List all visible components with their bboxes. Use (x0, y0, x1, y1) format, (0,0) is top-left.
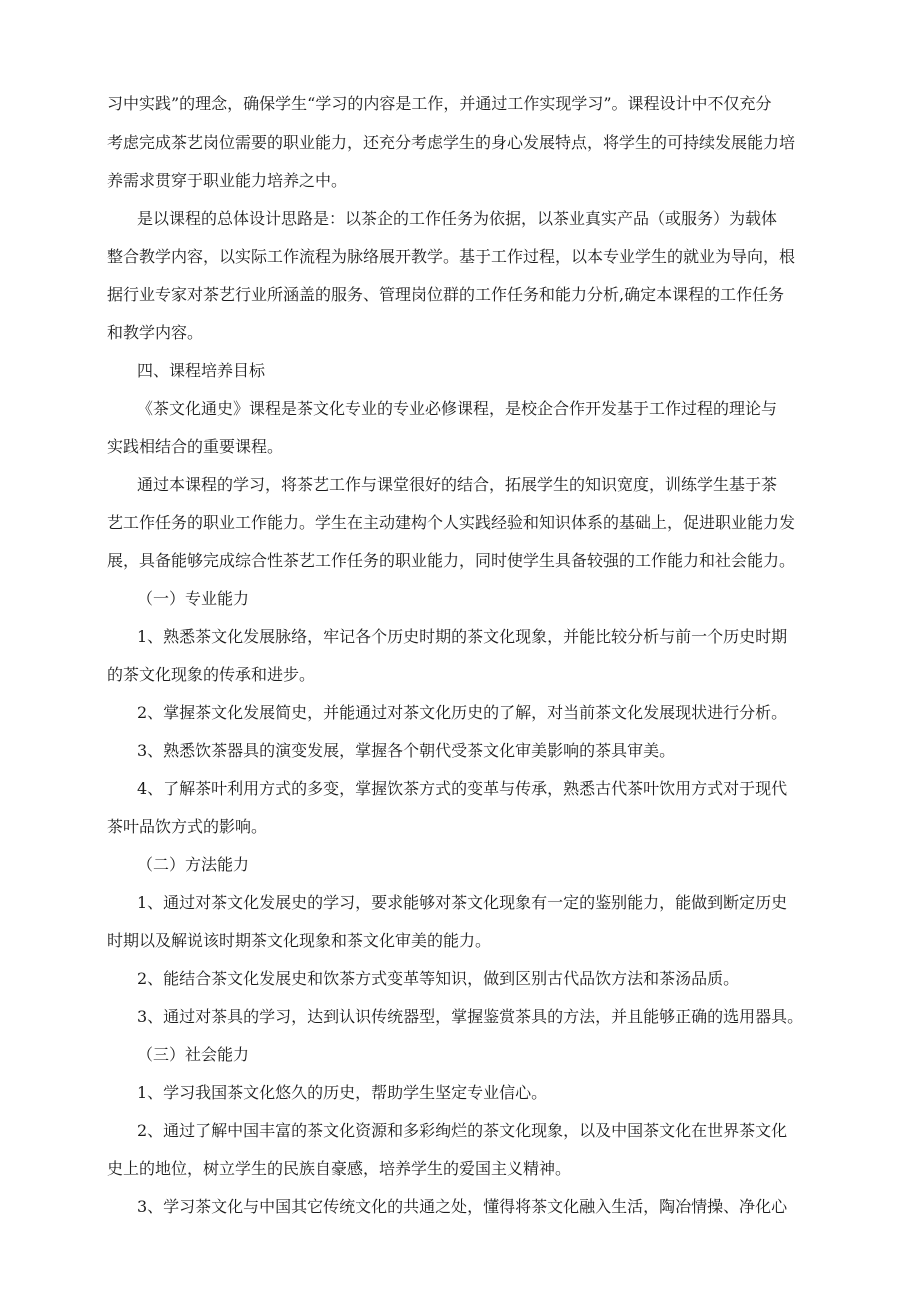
subheading-social: （三）社会能力 (137, 1045, 250, 1064)
text-line: 2、通过了解中国丰富的茶文化资源和多彩绚烂的茶文化现象，以及中国茶文化在世界茶文化 (137, 1121, 788, 1140)
text-line: 和教学内容。 (107, 323, 204, 342)
text-line: 1、熟悉茶文化发展脉络，牢记各个历史时期的茶文化现象，并能比较分析与前一个历史时期 (137, 627, 788, 646)
subheading-method: （二）方法能力 (137, 855, 250, 874)
text-line: 1、学习我国茶文化悠久的历史，帮助学生坚定专业信心。 (137, 1083, 548, 1102)
text-line: 习中实践”的理念，确保学生“学习的内容是工作，并通过工作实现学习”。课程设计中不仅充分 (107, 94, 772, 113)
text-line: 艺工作任务的职业工作能力。学生在主动建构个人实践经验和知识体系的基础上，促进职业能力发 (107, 513, 796, 532)
section-heading-goals: 四、课程培养目标 (137, 361, 266, 380)
text-line: 2、能结合茶文化发展史和饮茶方式变革等知识，做到区别古代品饮方法和茶汤品质。 (137, 969, 740, 988)
text-line: 养需求贯穿于职业能力培养之中。 (107, 171, 348, 190)
text-line: 考虑完成茶艺岗位需要的职业能力，还充分考虑学生的身心发展特点，将学生的可持续发展能力培 (107, 133, 796, 152)
text-line: 3、通过对茶具的学习，达到认识传统器型，掌握鉴赏茶具的方法，并且能够正确的选用器具。 (137, 1007, 804, 1026)
text-line: 展，具备能够完成综合性茶艺工作任务的职业能力，同时使学生具备较强的工作能力和社会能力。 (107, 551, 796, 570)
text-line: 2、掌握茶文化发展简史，并能通过对茶文化历史的了解，对当前茶文化发展现状进行分析。 (137, 703, 788, 722)
text-line: 1、通过对茶文化发展史的学习，要求能够对茶文化现象有一定的鉴别能力，能做到断定历史 (137, 893, 788, 912)
text-line: 通过本课程的学习，将茶艺工作与课堂很好的结合，拓展学生的知识宽度，训练学生基于茶 (137, 475, 778, 494)
text-line: 据行业专家对茶艺行业所涵盖的服务、管理岗位群的工作任务和能力分析,确定本课程的工作任务 (107, 285, 785, 304)
subheading-professional: （一）专业能力 (137, 589, 250, 608)
text-line: 4、了解茶叶利用方式的多变，掌握饮茶方式的变革与传承，熟悉古代茶叶饮用方式对于现代 (137, 779, 788, 798)
text-line: 茶叶品饮方式的影响。 (107, 817, 268, 836)
text-line: 时期以及解说该时期茶文化现象和茶文化审美的能力。 (107, 931, 492, 950)
text-line: 是以课程的总体设计思路是：以茶企的工作任务为依据，以茶业真实产品（或服务）为载体 (137, 209, 778, 228)
text-line: 的茶文化现象的传承和进步。 (107, 665, 316, 684)
text-line: 3、熟悉饮茶器具的演变发展，掌握各个朝代受茶文化审美影响的茶具审美。 (137, 741, 676, 760)
text-line: 3、学习茶文化与中国其它传统文化的共通之处，懂得将茶文化融入生活，陶冶情操、净化心 (137, 1197, 788, 1216)
text-line: 《茶文化通史》课程是茶文化专业的专业必修课程，是校企合作开发基于工作过程的理论与 (137, 399, 778, 418)
text-line: 实践相结合的重要课程。 (107, 437, 284, 456)
text-line: 整合教学内容，以实际工作流程为脉络展开教学。基于工作过程，以本专业学生的就业为导向，根 (107, 247, 796, 266)
text-line: 史上的地位，树立学生的民族自豪感，培养学生的爱国主义精神。 (107, 1159, 572, 1178)
